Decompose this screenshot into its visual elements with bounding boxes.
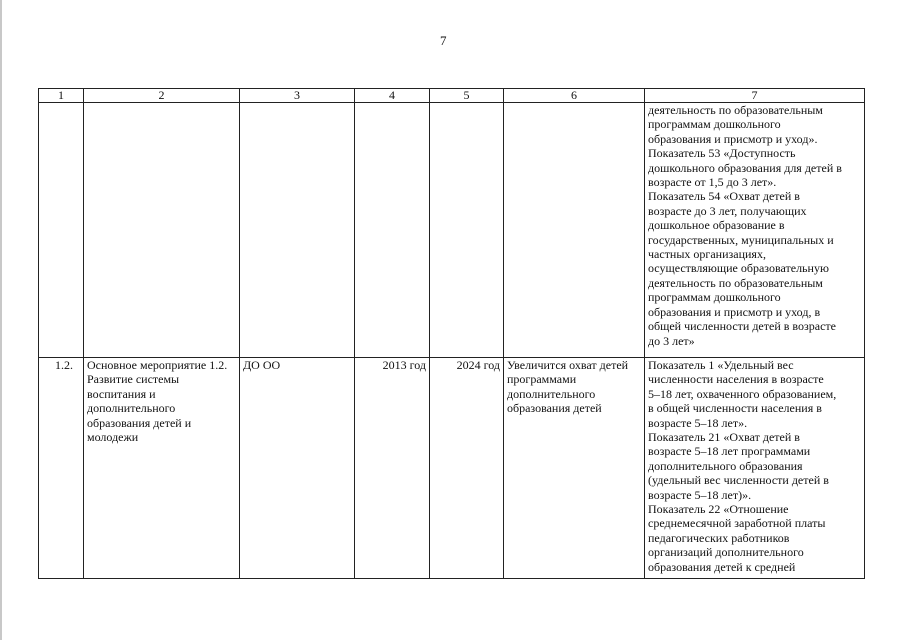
header-row (39, 89, 865, 103)
header-col-7: 7 (645, 89, 865, 103)
row1-indicators: деятельность по образовательным программам дошкольного образования и присмотр и уход». Показатель 53 «Доступность дошкольного образования для детей в возрасте от 1,5 до 3 лет». Показатель 54 «Охват детей в возрасте до 3 лет, получающих дошкольное образование в государственных, муниципальных и частных организациях, осуществляющие образовательную деятельность по образовательным программам дошкольного образования и присмотр и уход, в общей численности детей в возрасте до 3 лет» (645, 103, 865, 358)
header-col-4: 4 (355, 89, 430, 103)
row2-start-year: 2013 год (355, 358, 430, 579)
row2-indicators: Показатель 1 «Удельный вес численности населения в возрасте 5–18 лет, охваченного образованием, в общей численности населения в возрасте 5–18 лет». Показатель 21 «Охват детей в возрасте 5–18 лет программами дополнительного образования (удельный вес численности детей в возрасте 5–18 лет)». Показатель 22 «Отношение среднемесячной заработной платы педагогических работников организаций дополнительного образования детей к средней (645, 358, 865, 579)
header-col-2: 2 (84, 89, 240, 103)
row2-executor: ДО ОО (240, 358, 355, 579)
page-left-edge (0, 0, 2, 640)
table-row (39, 103, 865, 358)
header-col-1: 1 (39, 89, 84, 103)
header-col-3: 3 (240, 89, 355, 103)
page-number: 7 (440, 33, 447, 48)
row2-expected-result: Увеличится охват детей программами дополнительного образования детей (504, 358, 645, 579)
row1-executor (240, 103, 355, 358)
header-col-5: 5 (430, 89, 504, 103)
row1-expected-result (504, 103, 645, 358)
row1-start-year (355, 103, 430, 358)
row1-end-year (430, 103, 504, 358)
table-row (39, 358, 865, 579)
row1-measure-name (84, 103, 240, 358)
row2-number: 1.2. (39, 358, 84, 579)
row2-measure-name: Основное мероприятие 1.2. Развитие системы воспитания и дополнительного образования детей и молодежи (84, 358, 240, 579)
measures-table (38, 88, 865, 579)
row1-number (39, 103, 84, 358)
header-col-6: 6 (504, 89, 645, 103)
row2-end-year: 2024 год (430, 358, 504, 579)
